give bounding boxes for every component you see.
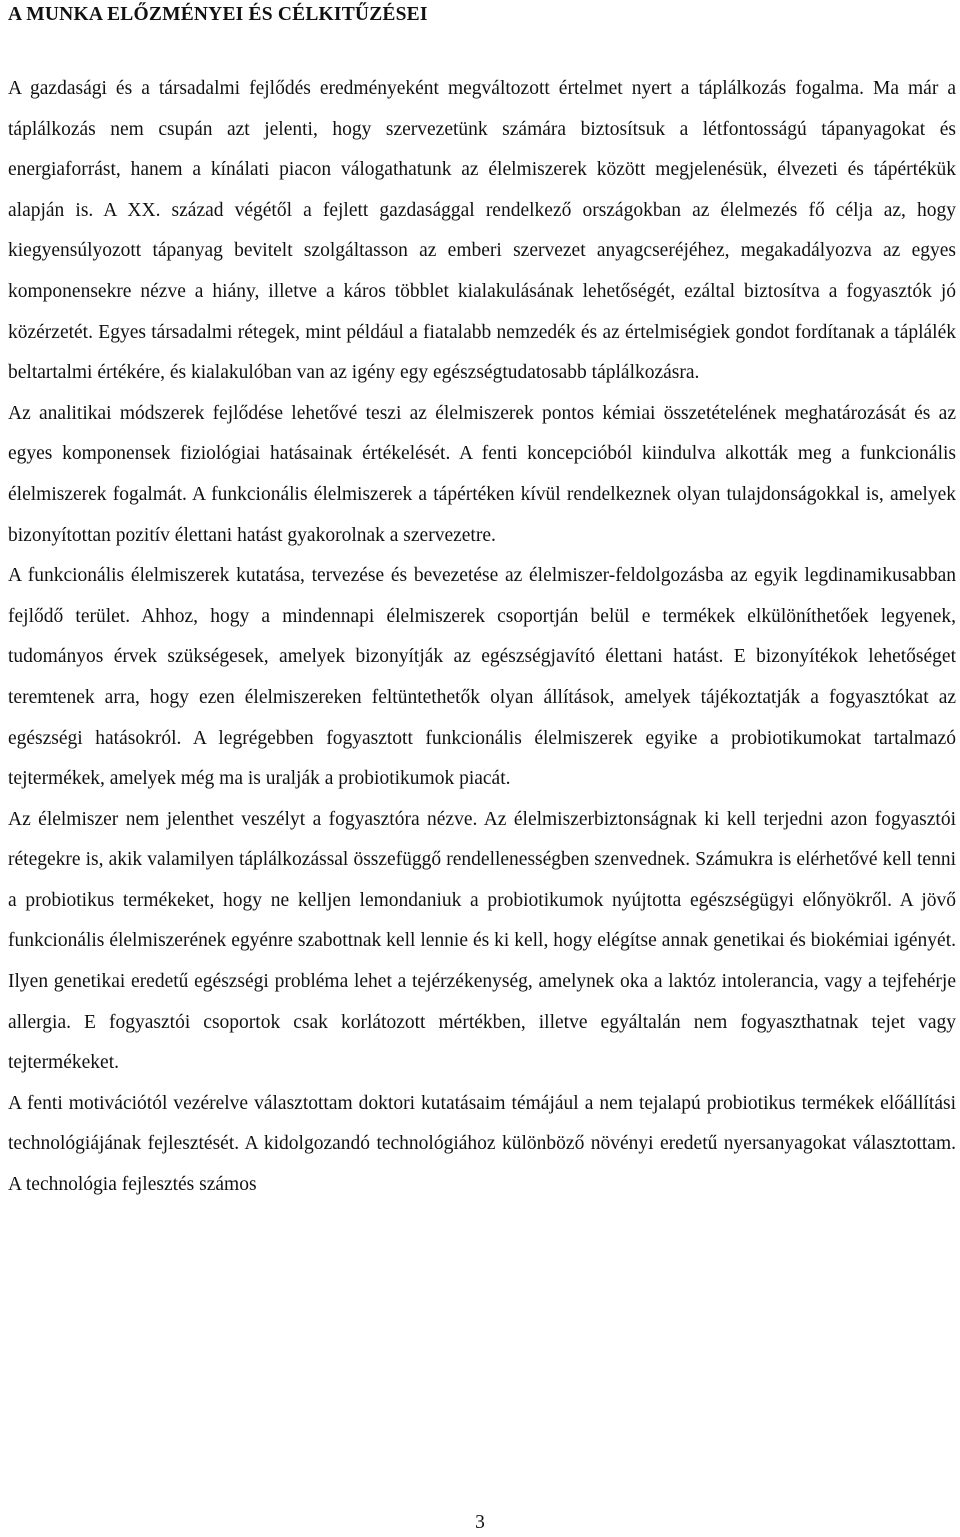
paragraph-4: Az élelmiszer nem jelenthet veszélyt a fogyasztóra nézve. Az élelmiszerbiztonságnak ki kell terjedni azon fogyasztói rétegekre is, akik valamilyen táplálkozással összefüggő rendellenességben szenvednek. Számukra is elérhetővé kell tenni a probiotikus termékeket, hogy ne kelljen lemondaniuk a probiotikumok nyújtotta egészségügyi előnyökről. A jövő funkcionális élelmiszerének egyénre szabottnak kell lennie és ki kell, hogy elégítse annak genetikai és biokémiai igényét. Ilyen genetikai eredetű egészségi probléma lehet a tejérzékenység, amelynek oka a laktóz intolerancia, vagy a tejfehérje allergia. E fogyasztói csoportok csak korlátozott mértékben, illetve egyáltalán nem fogyaszthatnak tejet vagy tejtermékeket.: [8, 808, 956, 1074]
paragraph-2: Az analitikai módszerek fejlődése lehetővé teszi az élelmiszerek pontos kémiai összetételének meghatározását és az egyes komponensek fiziológiai hatásainak értékelését. A fenti koncepcióból kiindulva alkották meg a funkcionális élelmiszerek fogalmát. A funkcionális élelmiszerek a tápértéken kívül rendelkeznek olyan tulajdonságokkal is, amelyek bizonyítottan pozitív élettani hatást gyakorolnak a szervezetre.: [8, 402, 956, 546]
paragraph-5: A fenti motivációtól vezérelve választottam doktori kutatásaim témájául a nem tejalapú probiotikus termékek előállítási technológiájának fejlesztését. A kidolgozandó technológiához különböző növényi eredetű nyersanyagokat választottam. A technológia fejlesztés számos: [8, 1092, 956, 1196]
section-heading: A MUNKA ELŐZMÉNYEI ÉS CÉLKITŰZÉSEI: [8, 4, 428, 25]
paragraph-3: A funkcionális élelmiszerek kutatása, tervezése és bevezetése az élelmiszer-feldolgozásba az egyik legdinamikusabban fejlődő terület. Ahhoz, hogy a mindennapi élelmiszerek csoportján belül e termékek elkülöníthetőek legyenek, tudományos érvek szükségesek, amelyek bizonyítják az egészségjavító élettani hatást. E bizonyítékok lehetőséget teremtenek arra, hogy ezen élelmiszereken feltüntethetők olyan állítások, amelyek tájékoztatják a fogyasztókat az egészségi hatásokról. A legrégebben fogyasztott funkcionális élelmiszerek egyike a probiotikumokat tartalmazó tejtermékek, amelyek még ma is uralják a probiotikumok piacát.: [8, 565, 956, 790]
paragraph-1: A gazdasági és a társadalmi fejlődés eredményeként megváltozott értelmet nyert a táplálkozás fogalma. Ma már a táplálkozás nem csupán azt jelenti, hogy szervezetünk számára biztosítsuk a létfontosságú tápanyagokat és energiaforrást, hanem a kínálati piacon válogathatunk az élelmiszerek között megjelenésük, élvezeti és tápértékük alapján is. A XX. század végétől a fejlett gazdasággal rendelkező országokban az élelmezés fő célja az, hogy kiegyensúlyozott tápanyag bevitelt szolgáltasson az emberi szervezet anyagcseréjéhez, megakadályozva az egyes komponensekre nézve a hiány, illetve a káros többlet kialakulásának lehetőségét, ezáltal biztosítva a fogyasztók jó közérzetét. Egyes társadalmi rétegek, mint például a fiatalabb nemzedék és az értelmiségiek gondot fordítanak a táplálék beltartalmi értékére, és kialakulóban van az igény egy egészségtudatosabb táplálkozásra.: [8, 78, 956, 384]
page-number: 3: [475, 1512, 485, 1533]
document-page: [8, 0, 956, 1206]
